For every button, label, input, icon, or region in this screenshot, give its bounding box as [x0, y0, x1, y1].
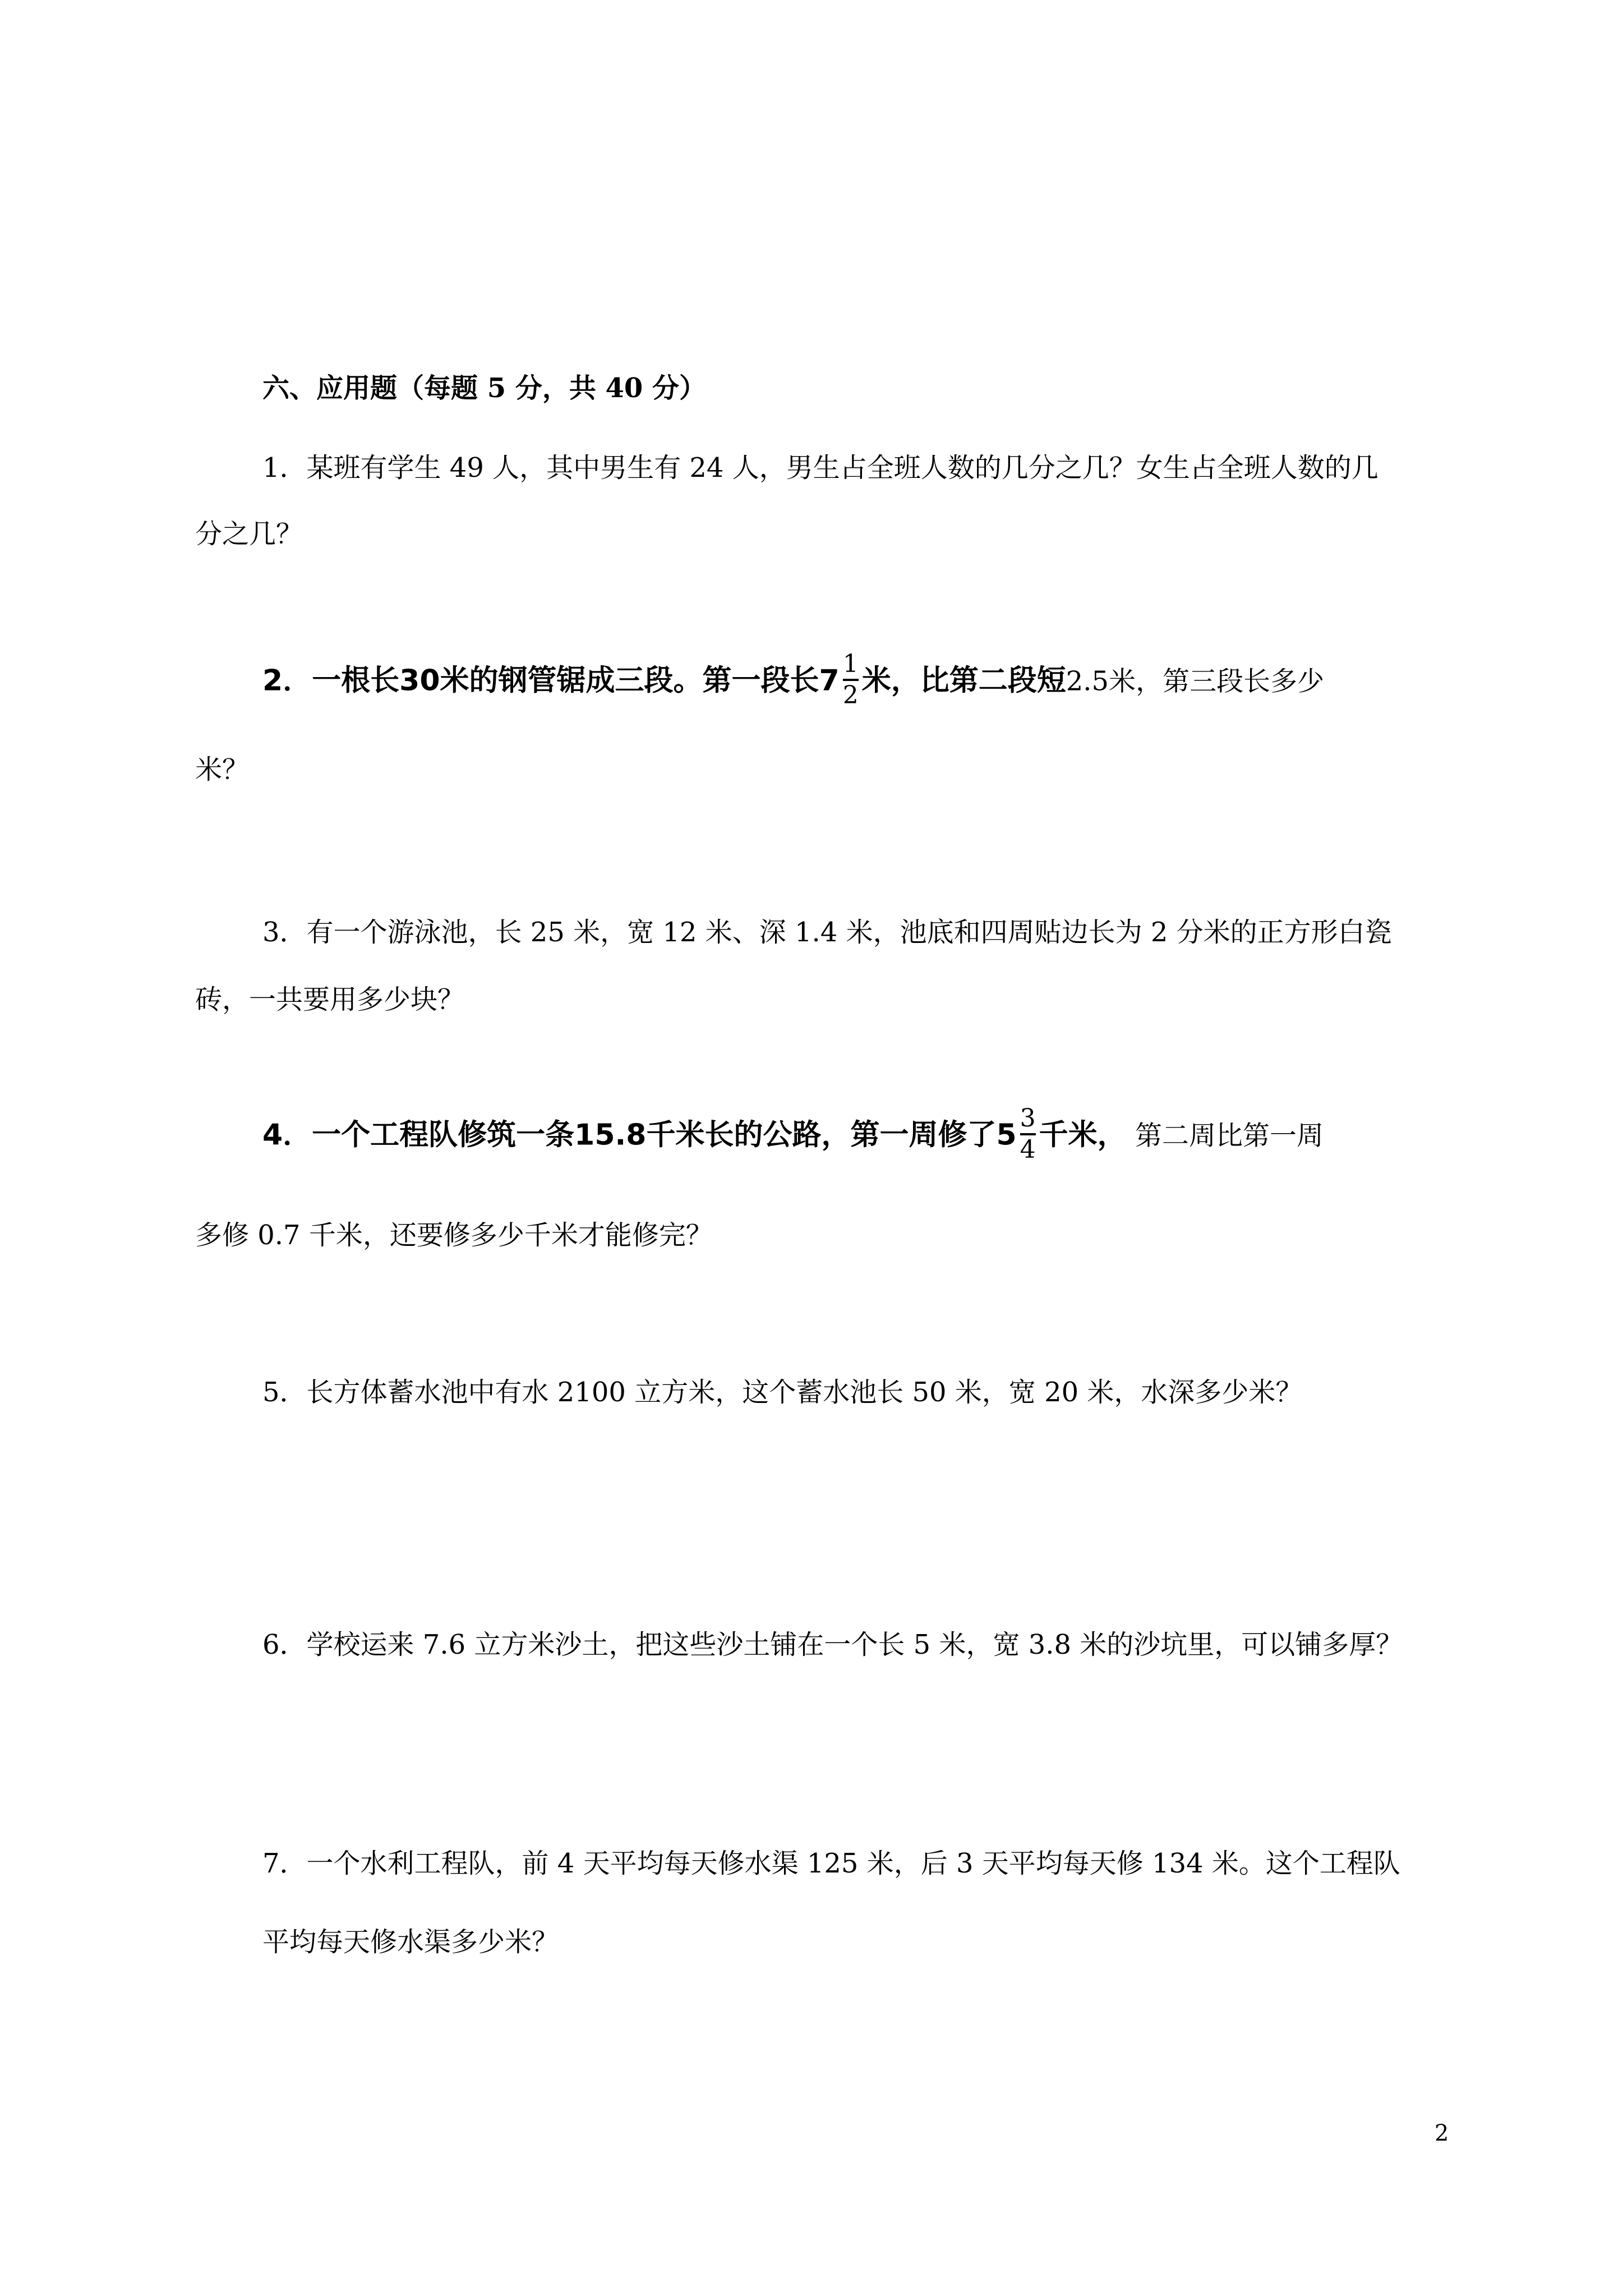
question-7-line-2: 平均每天修水渠多少米？	[262, 1926, 559, 1958]
question-4-line-2: 多修 0.7 千米，还要修多少千米才能修完？	[195, 1220, 713, 1251]
question-2-line-1	[262, 650, 1325, 711]
fraction-numerator: 1	[842, 650, 859, 678]
question-4-text-b: 千米，	[1039, 1118, 1127, 1152]
question-3-line-2: 砖，一共要用多少块？	[195, 984, 465, 1015]
question-4-line-1	[262, 1104, 1324, 1166]
question-2-text-b: 米，比第二段短	[861, 664, 1066, 698]
question-1-line-2: 分之几？	[195, 518, 303, 550]
question-3-line-1: 3．有一个游泳池，长 25 米，宽 12 米、深 1.4 米，池底和四周贴边长为 2 分米的正方形白瓷	[262, 917, 1392, 948]
page-number: 2	[1435, 2120, 1449, 2146]
fraction-numerator: 3	[1020, 1104, 1036, 1133]
section-title: 六、应用题（每题 5 分，共 40 分）	[262, 372, 707, 404]
question-2-text-a: 2．一根长30米的钢管锯成三段。第一段长7	[262, 664, 840, 698]
question-2-text-c: 2.5米，第三段长多少	[1066, 665, 1325, 697]
question-5-line-1: 5．长方体蓄水池中有水 2100 立方米，这个蓄水池长 50 米，宽 20 米，水深多少米？	[262, 1377, 1303, 1408]
question-2-line-2: 米？	[195, 754, 250, 785]
fraction-three-quarters	[1020, 1106, 1036, 1162]
question-1-line-1: 1．某班有学生 49 人，其中男生有 24 人，男生占全班人数的几分之几？女生占全班人数的几	[262, 452, 1378, 484]
fraction-denominator: 2	[842, 681, 859, 710]
fraction-one-half	[843, 652, 859, 708]
question-4-text-c: 第二周比第一周	[1135, 1120, 1324, 1152]
fraction-denominator: 4	[1020, 1135, 1036, 1164]
question-6-line-1: 6．学校运来 7.6 立方米沙土，把这些沙土铺在一个长 5 米，宽 3.8 米的沙坑里，可以铺多厚？	[262, 1629, 1403, 1660]
question-4-text-a: 4．一个工程队修筑一条15.8千米长的公路，第一周修了5	[262, 1118, 1017, 1152]
question-7-line-1: 7．一个水利工程队，前 4 天平均每天修水渠 125 米，后 3 天平均每天修 134 米。这个工程队	[262, 1848, 1400, 1879]
